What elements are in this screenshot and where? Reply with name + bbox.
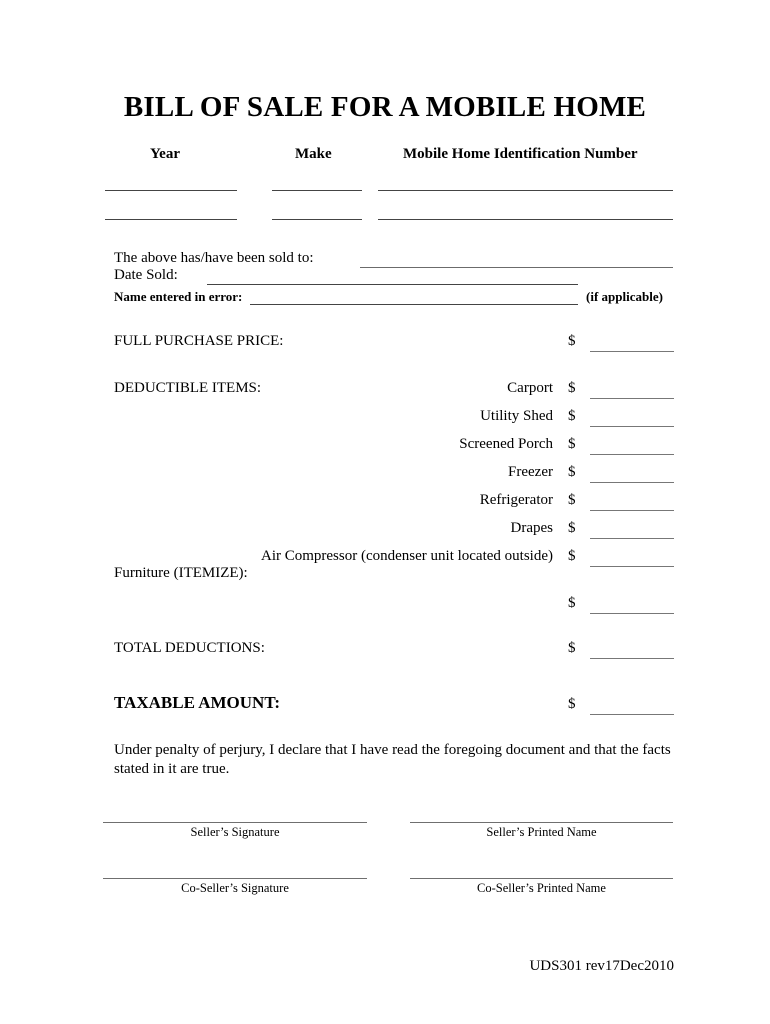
deductible-item-input-drapes[interactable]	[590, 538, 674, 539]
deductible-item-currency-refrigerator: $	[568, 492, 576, 508]
co-seller-printed-name-caption: Co-Seller’s Printed Name	[477, 881, 606, 895]
sold-to-label: The above has/have been sold to:	[114, 250, 314, 266]
co-seller-printed-name-line[interactable]	[410, 878, 673, 879]
taxable-amount-input-line[interactable]	[590, 714, 674, 715]
co-seller-signature-line[interactable]	[103, 878, 367, 879]
deductible-item-label-screened-porch: Screened Porch	[459, 436, 553, 452]
total-deductions-label: TOTAL DEDUCTIONS:	[114, 640, 265, 656]
deductible-item-label-drapes: Drapes	[510, 520, 553, 536]
deductible-item-label-air-compressor: Air Compressor (condenser unit located outside)	[260, 548, 553, 564]
co-seller-signature-caption: Co-Seller’s Signature	[181, 881, 289, 895]
vehicle-column-headers	[105, 146, 675, 166]
column-header-year: Year	[150, 146, 180, 162]
deductible-item-input-furniture[interactable]	[590, 613, 674, 614]
deductible-item-label-carport: Carport	[507, 380, 553, 396]
full-purchase-price-label: FULL PURCHASE PRICE:	[114, 333, 284, 349]
full-purchase-price-input-line[interactable]	[590, 351, 674, 352]
taxable-amount-currency: $	[568, 696, 576, 712]
form-revision-footer: UDS301 rev17Dec2010	[529, 958, 674, 974]
seller-signature-caption: Seller’s Signature	[190, 825, 280, 839]
seller-printed-name-line[interactable]	[410, 822, 673, 823]
deductible-item-currency-air-compressor: $	[568, 548, 576, 564]
deductible-item-label-refrigerator: Refrigerator	[479, 492, 553, 508]
column-header-mobile-home-id: Mobile Home Identification Number	[403, 146, 638, 162]
full-purchase-price-currency: $	[568, 333, 576, 349]
deductible-item-label-utility-shed: Utility Shed	[480, 408, 553, 424]
date-sold-input-line[interactable]	[207, 284, 578, 285]
taxable-amount-label: TAXABLE AMOUNT:	[114, 693, 281, 712]
deductible-item-currency-drapes: $	[568, 520, 576, 536]
mhin-input-line-2[interactable]	[378, 219, 673, 220]
deductible-items-heading: DEDUCTIBLE ITEMS:	[114, 380, 262, 396]
year-input-line-2[interactable]	[105, 219, 237, 220]
year-input-line-1[interactable]	[105, 190, 237, 191]
deductible-item-input-screened-porch[interactable]	[590, 454, 674, 455]
deductible-item-currency-carport: $	[568, 380, 576, 396]
deductible-item-input-carport[interactable]	[590, 398, 674, 399]
deductible-item-input-utility-shed[interactable]	[590, 426, 674, 427]
name-entered-in-error-label: Name entered in error:	[114, 289, 243, 304]
seller-signature-line[interactable]	[103, 822, 367, 823]
date-sold-label: Date Sold:	[114, 267, 178, 283]
deductible-item-currency-utility-shed: $	[568, 408, 576, 424]
seller-printed-name-caption: Seller’s Printed Name	[486, 825, 597, 839]
deductible-item-currency-furniture: $	[568, 595, 576, 611]
perjury-statement: Under penalty of perjury, I declare that I have read the foregoing document and that the facts stated in it are true.	[114, 742, 671, 777]
deductible-item-label-freezer: Freezer	[508, 464, 553, 480]
deductible-item-input-air-compressor[interactable]	[590, 566, 674, 567]
make-input-line-2[interactable]	[272, 219, 362, 220]
sold-to-input-line[interactable]	[360, 267, 673, 268]
total-deductions-input-line[interactable]	[590, 658, 674, 659]
deductible-item-input-freezer[interactable]	[590, 482, 674, 483]
deductible-item-input-refrigerator[interactable]	[590, 510, 674, 511]
name-entered-in-error-input-line[interactable]	[250, 304, 578, 305]
deductible-item-currency-freezer: $	[568, 464, 576, 480]
make-input-line-1[interactable]	[272, 190, 362, 191]
if-applicable-note: (if applicable)	[586, 289, 663, 304]
total-deductions-currency: $	[568, 640, 576, 656]
column-header-make: Make	[295, 146, 332, 162]
mhin-input-line-1[interactable]	[378, 190, 673, 191]
furniture-itemize-label: Furniture (ITEMIZE):	[114, 565, 248, 581]
deductible-item-currency-screened-porch: $	[568, 436, 576, 452]
page-title: BILL OF SALE FOR A MOBILE HOME	[123, 91, 647, 123]
